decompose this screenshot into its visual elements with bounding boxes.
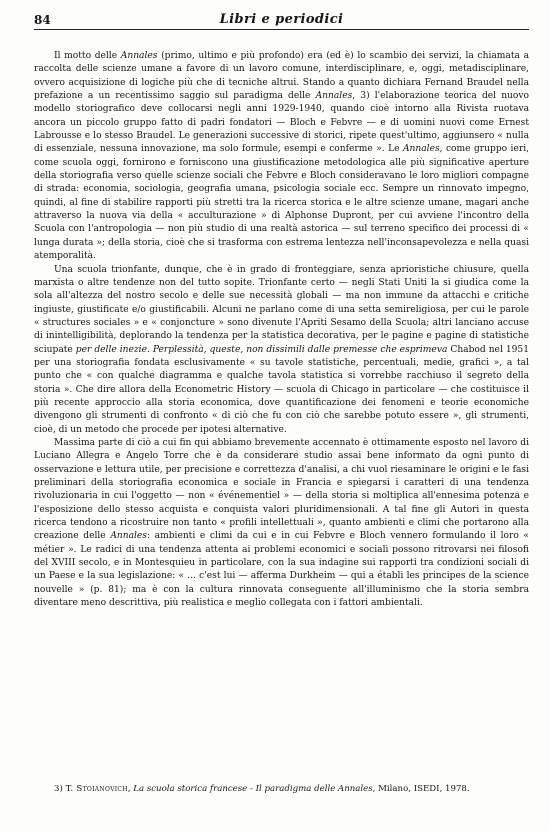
italic-run: Annales [315,91,353,102]
italic-run: Annales [110,531,147,542]
footnote: 3) T. Stoianovich, La scuola storica francese - Il paradigma delle Annales, Milano, ISEDI, 1978. [54,784,470,794]
text-run: , come gruppo ieri, come scuola oggi, fornirono e forniscono una giustificazione metodologica alle più significative aperture della storiografia verso quelle scienze sociali che Febvre e Bloch consideravano le loro migliori compagne di strada: economia, sociologia, geografia umana, psicologia sociale ecc. Sempre un rinnovato impegno, quindi, al fine di stabilire rapporti più stretti tra la ricerca storica e le altre scienze umane, magari anche attraverso la nuova via della « acculturazione » di Alphonse Dupront, per cui avviene l'incontro della Scuola con l'antropologia — non più studio di una realtà astorica — sul terreno specifico dei processi di « lunga durata »; della storia, cioè che si trasforma con estrema lentezza nell'inconsapevolezza e nella quasi atemporalità. [34,144,529,262]
footnote-marker: 3) [54,784,63,794]
footnote-author: T. Stoianovich [65,784,128,794]
text-run: : ambienti e climi da cui e in cui Febvre e Bloch vennero formulando il loro « métier ». Le radici di una tendenza attenta ai problemi economici e sociali possono ritrovarsi nei filosofi del XVIII secolo, e in Montesquieu in particolare, con la sua indagine sui rapporti tra condizioni sociali di un Paese e la sua legislazione: « ... c'est lui — afferma Durkheim — qui a établi les principes de la science nouvelle » (p. 81); ma è con la cultura rinnovata conseguente all'illuminismo che la storia sembra diventare meno descrittiva, più realistica e meglio collegata con i fattori ambientali. [34,531,529,609]
footnote-publication: , Milano, ISEDI, 1978. [372,784,470,794]
paragraph-2 [34,264,529,437]
text-run: Il motto delle [54,51,121,61]
text-run: (primo, ultimo e più profondo) era (ed è) lo scambio dei servizi, la chiamata a raccolta delle scienze umane a favore di un lavoro comune, interdisciplinare, e, oggi, metadisciplinare, ovvero acquisizione di logiche più che di tecniche altrui. Stando a quanto dichiara Fernand Braudel nella prefazione a un recentissimo saggio sul paradigma delle [34,51,529,102]
page-header [34,12,529,30]
text-run: Chabod nel 1951 per una storiografia fondata esclusivamente « su tavole statistiche, percentuali, medie, grafici », a tal punto che « con qualche diagramma e qualche tavola statistica si vorrebbe racchiuso il segreto della storia ». Che dire allora della Econometric History — scuola di Chicago in particolare — che costituisce il più recente approccio alla storia economica, dove quantificazione dei fenomeni e teorie economiche divengono gli strumenti di confronto « di ciò che fu con ciò che sarebbe potuto essere », gli strumenti, cioè, di un metodo che procede per ipotesi alternative. [34,344,529,435]
italic-run: per delle inezie. Perplessità, queste, non dissimili dalle premesse che esprimeva [75,344,448,355]
paragraph-1 [34,50,529,264]
italic-run: Annales [402,144,440,155]
page-number: 84 [34,13,51,27]
text-run: Una scuola trionfante, dunque, che è in grado di fronteggiare, senza aprioristiche chiusure, quella marxista o altre tendenze non del tutto sopite. Trionfante certo — negli Stati Uniti la si giudica come la sola all'altezza del nostro secolo e delle sue necessità globali — ma non immune da attacchi e critiche ingiuste, giustificate e/o giustificabili. Alcuni ne parlano come di una setta semireligiosa, per cui le parole « structures sociales » e « conjoncture » sono divenute l'Apriti Sesamo della Scuola; altri lanciano accuse di inintelligibilità, deplorando la tendenza per la statistica decorativa, per le pagine e pagine di statistiche sciupate [34,264,529,355]
article-body [34,50,529,610]
paragraph-3 [34,437,529,610]
footnote-title: La scuola storica francese - Il paradigma delle Annales [133,784,373,794]
text-run: Massima parte di ciò a cui fin qui abbiamo brevemente accennato è ottimamente esposto nel lavoro di Luciano Allegra e Angelo Torre che è da considerare studio assai bene informato da ogni punto di osservazione e lettura utile, per precisione e correttezza d'analisi, a chi vuol riesaminare le origini e le fasi preliminari della storiografia economica e sociale in Francia e spiegarsi i caratteri di una tendenza rivoluzionaria in cui l'oggetto — non « événementiel » — della storia si moltiplica all'ennesima potenza e l'esposizione dello stesso acquista e conquista valori pluridimensionali. A tal fine gli Autori in questa ricerca tendono a ricostruire non tanto « profili intellettuali », quanto ambienti e climi che portarono alla creazione delle [34,437,529,542]
italic-run: Annales [120,51,158,61]
running-title: Libri e periodici [219,12,344,27]
text-run: , 3) l'elaborazione teorica del nuovo modello storiografico deve collocarsi negli anni 1929-1940, quando cioè intorno alla Rivista ruotava ancora un piccolo gruppo fatto di padri fondatori — Bloch e Febvre — e di uomini nuovi come Ernest Labrousse e lo stesso Braudel. Le generazioni successive di storici, ripete quest'ultimo, aggiunsero « nulla di essenziale, nessuna innovazione, ma solo formule, esempi e conferme ». Le [34,91,529,155]
